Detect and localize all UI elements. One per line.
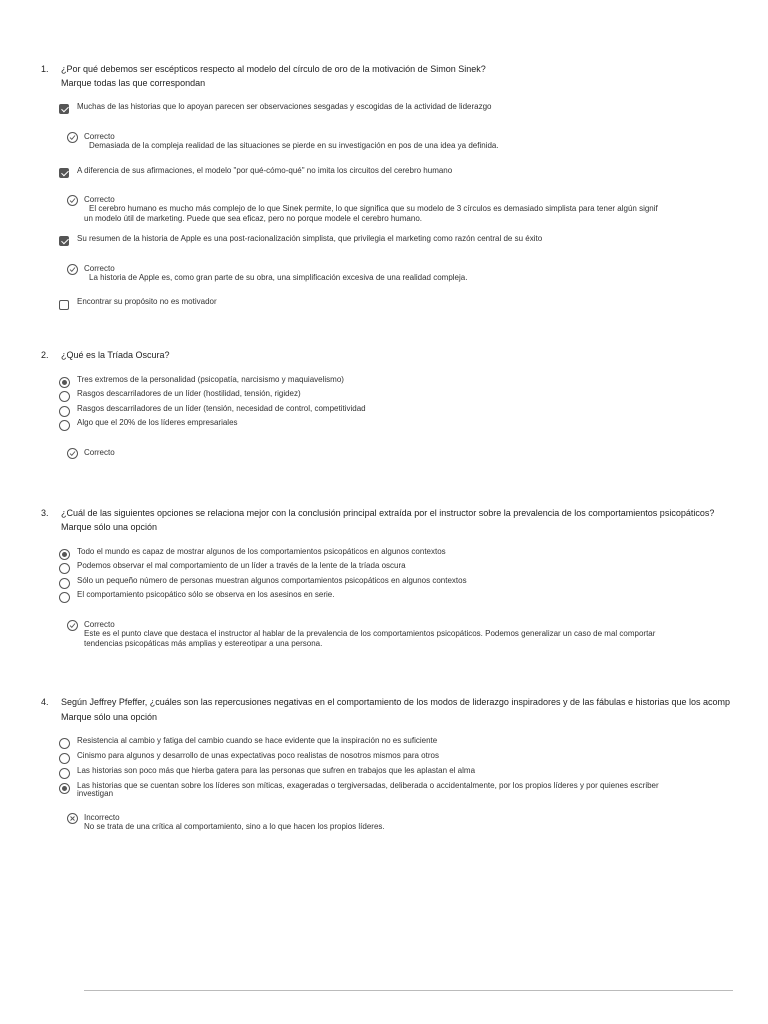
- question-number: 2.: [41, 350, 49, 360]
- option-1-4[interactable]: [0, 297, 768, 311]
- option-label: A diferencia de sus afirmaciones, el modelo "por qué-cómo-qué" no imita los circuitos del cerebro humano: [77, 166, 453, 175]
- feedback-status: Correcto: [84, 620, 115, 629]
- checkbox-unchecked[interactable]: [59, 300, 69, 310]
- question-instruction: Marque sólo una opción: [61, 522, 158, 532]
- option-3-3[interactable]: [0, 576, 768, 590]
- check-circle-icon: [67, 620, 78, 631]
- check-circle-icon: [67, 448, 78, 459]
- option-4-1[interactable]: [0, 736, 768, 750]
- option-label: Cinismo para algunos y desarrollo de unas expectativas poco realistas de nosotros mismos para otros: [77, 751, 439, 760]
- radio-unselected[interactable]: [59, 753, 70, 764]
- checkbox-checked[interactable]: [59, 168, 69, 178]
- option-4-3[interactable]: [0, 766, 768, 780]
- question-text: ¿Por qué debemos ser escépticos respecto al modelo del círculo de oro de la motivación de Simon Sinek?: [61, 64, 486, 74]
- question-number: 4.: [41, 697, 49, 707]
- feedback-status: Correcto: [84, 195, 115, 204]
- option-3-1[interactable]: [0, 547, 768, 561]
- feedback-status: Correcto: [84, 448, 115, 457]
- option-1-1[interactable]: [0, 102, 768, 116]
- radio-unselected[interactable]: [59, 406, 70, 417]
- option-2-4[interactable]: [0, 418, 768, 432]
- radio-unselected[interactable]: [59, 578, 70, 589]
- option-label: Resistencia al cambio y fatiga del cambio cuando se hace evidente que la inspiración no es suficiente: [77, 736, 438, 745]
- feedback-status: Correcto: [84, 264, 115, 273]
- option-2-1[interactable]: [0, 375, 768, 389]
- question-number: 1.: [41, 64, 49, 74]
- x-circle-icon: [67, 813, 78, 824]
- option-2-3[interactable]: [0, 404, 768, 418]
- option-label: Tres extremos de la personalidad (psicopatía, narcisismo y maquiavelismo): [77, 375, 344, 384]
- radio-selected[interactable]: [59, 549, 70, 560]
- feedback-explanation: La historia de Apple es, como gran parte de su obra, una simplificación excesiva de una realidad compleja.: [89, 273, 468, 282]
- radio-unselected[interactable]: [59, 592, 70, 603]
- radio-unselected[interactable]: [59, 563, 70, 574]
- check-circle-icon: [67, 264, 78, 275]
- feedback-status: Correcto: [84, 132, 115, 141]
- question-instruction: Marque todas las que correspondan: [61, 78, 206, 88]
- option-label: El comportamiento psicopático sólo se observa en los asesinos en serie.: [77, 590, 335, 599]
- footer-divider: [84, 990, 733, 991]
- radio-selected[interactable]: [59, 377, 70, 388]
- option-1-2[interactable]: [0, 166, 768, 180]
- option-label: Las historias que se cuentan sobre los líderes son míticas, exageradas o tergiversadas, deliberada o accidentalmente, por los propios líderes y por quienes escriber: [77, 781, 659, 790]
- option-label: Todo el mundo es capaz de mostrar algunos de los comportamientos psicopáticos en algunos contextos: [77, 547, 446, 556]
- option-4-4[interactable]: [0, 781, 768, 801]
- option-label: Muchas de las historias que lo apoyan parecen ser observaciones sesgadas y escogidas de la actividad de liderazgo: [77, 102, 492, 111]
- option-4-2[interactable]: [0, 751, 768, 765]
- radio-unselected[interactable]: [59, 391, 70, 402]
- radio-unselected[interactable]: [59, 768, 70, 779]
- checkbox-checked[interactable]: [59, 236, 69, 246]
- option-label: Rasgos descarriladores de un líder (tensión, necesidad de control, competitividad: [77, 404, 366, 413]
- feedback-explanation: Demasiada de la compleja realidad de las situaciones se pierde en su investigación en pos de una idea ya definida.: [89, 141, 499, 150]
- question-text: ¿Qué es la Tríada Oscura?: [61, 350, 170, 360]
- feedback-explanation: No se trata de una crítica al comportamiento, sino a lo que hacen los propios líderes.: [84, 822, 385, 831]
- question-text: ¿Cuál de las siguientes opciones se relaciona mejor con la conclusión principal extraída por el instructor sobre la prevalencia de los comportamientos psicopáticos?: [61, 508, 715, 518]
- option-label: Podemos observar el mal comportamiento de un líder a través de la lente de la tríada oscura: [77, 561, 406, 570]
- option-1-3[interactable]: [0, 234, 768, 248]
- feedback-explanation-line2: tendencias psicopáticas más amplias y estereotipar a una persona.: [84, 639, 323, 648]
- radio-selected[interactable]: [59, 783, 70, 794]
- question-instruction: Marque sólo una opción: [61, 712, 158, 722]
- option-label-line2: investigan: [77, 789, 114, 798]
- feedback-status: Incorrecto: [84, 813, 120, 822]
- check-circle-icon: [67, 195, 78, 206]
- feedback-explanation-line2: un modelo útil de marketing. Puede que sea eficaz, pero no porque modele el cerebro humano.: [84, 214, 422, 223]
- option-label: Las historias son poco más que hierba gatera para las personas que sufren en trabajos que les aplastan el alma: [77, 766, 476, 775]
- check-circle-icon: [67, 132, 78, 143]
- checkbox-checked[interactable]: [59, 104, 69, 114]
- option-3-4[interactable]: [0, 590, 768, 604]
- option-label: Su resumen de la historia de Apple es una post-racionalización simplista, que privilegia el marketing como razón central de su éxito: [77, 234, 543, 243]
- feedback-explanation-line1: Este es el punto clave que destaca el instructor al hablar de la prevalencia de los comportamientos psicopáticos. Podemos generalizar un caso de mal comportar: [84, 629, 656, 638]
- option-3-2[interactable]: [0, 561, 768, 575]
- question-number: 3.: [41, 508, 49, 518]
- radio-unselected[interactable]: [59, 738, 70, 749]
- option-label: Encontrar su propósito no es motivador: [77, 297, 217, 306]
- option-label: Rasgos descarriladores de un líder (hostilidad, tensión, rigidez): [77, 389, 301, 398]
- radio-unselected[interactable]: [59, 420, 70, 431]
- question-text: Según Jeffrey Pfeffer, ¿cuáles son las repercusiones negativas en el comportamiento de los modos de liderazgo inspiradores y de las fábulas e historias que los acomp: [61, 697, 731, 707]
- feedback-explanation-line1: El cerebro humano es mucho más complejo de lo que Sinek permite, lo que significa que su modelo de 3 círculos es demasiado simplista para tener algún signif: [89, 204, 658, 213]
- option-label: Algo que el 20% de los líderes empresariales: [77, 418, 238, 427]
- option-label: Sólo un pequeño número de personas muestran algunos comportamientos psicopáticos en algunos contextos: [77, 576, 467, 585]
- option-2-2[interactable]: [0, 389, 768, 403]
